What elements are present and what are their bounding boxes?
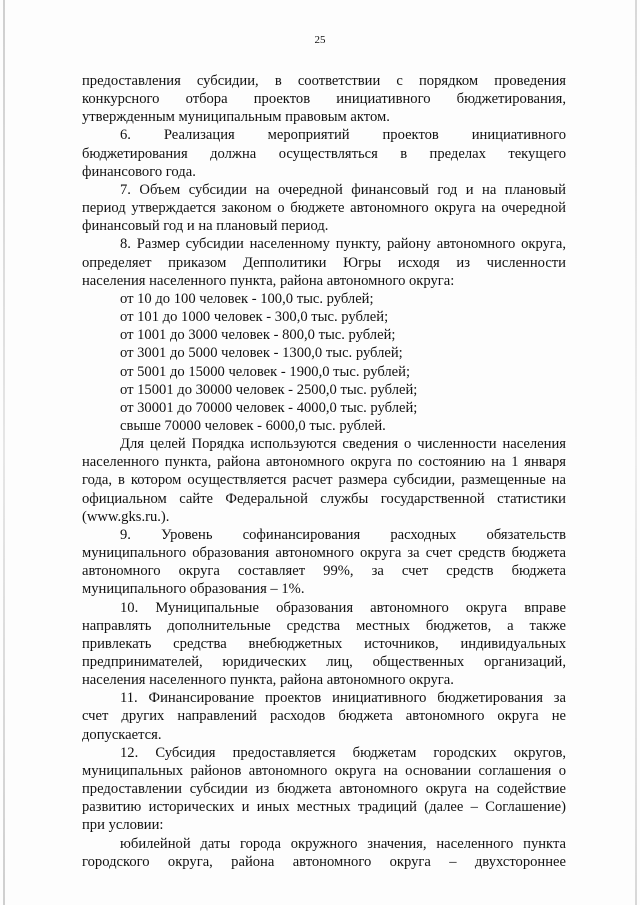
text-line: 7. Объем субсидии на очередной финансовый год и на плановый (120, 181, 566, 198)
text-line: предоставления субсидии, в соответствии с порядком проведения (82, 73, 566, 89)
text-line: конкурсного отбора проектов инициативного бюджетирования, (82, 91, 566, 108)
text-line: развитию исторических и иных местных традиций (далее – Соглашение) (82, 799, 566, 816)
text-line: Для целей Порядка используются сведения о численности населения (120, 436, 566, 453)
text-line: населения населенного пункта, района автономного округа. (82, 672, 454, 689)
list-item: от 10 до 100 человек - 100,0 тыс. рублей; (120, 290, 374, 307)
text-line: юбилейной даты города окружного значения, населенного пункта (120, 835, 566, 852)
text-line: предоставлении субсидии из бюджета автономного округа на содействие (82, 781, 566, 798)
text-line: финансовый год и на плановый период. (82, 218, 329, 235)
text-line: период утверждается законом о бюджете автономного округа на очередной (82, 200, 566, 217)
text-line: 6. Реализация мероприятий проектов инициативного (120, 127, 566, 144)
list-item: свыше 70000 человек - 6000,0 тыс. рублей. (120, 417, 386, 434)
text-line: 10. Муниципальные образования автономного округа вправе (120, 599, 566, 616)
text-line: при условии: (82, 817, 164, 834)
text-line: привлекать средства внебюджетных источников, индивидуальных (82, 635, 566, 652)
text-line: направлять дополнительные средства местных бюджетов, а также (82, 617, 566, 634)
text-line: населения населенного пункта, района автономного округа: (82, 272, 455, 289)
link-text: (www.gks.ru.). (82, 508, 170, 525)
scan-right-edge (635, 0, 637, 905)
page-number: 25 (314, 34, 326, 46)
list-item: от 15001 до 30000 человек - 2500,0 тыс. рублей; (120, 381, 418, 398)
text-line: бюджетирования должна осуществляться в пределах текущего (82, 145, 566, 162)
list-item: от 30001 до 70000 человек - 4000,0 тыс. рублей; (120, 399, 418, 416)
text-line: допускается. (82, 726, 162, 743)
text-line: городского округа, района автономного округа – двухстороннее (82, 853, 566, 870)
text-line: автономного округа составляет 99%, за счет средств бюджета (82, 563, 566, 580)
text-line: счет других направлений расходов бюджета автономного округа не (82, 708, 566, 725)
text-line: финансового года. (82, 163, 196, 180)
scan-left-edge (3, 0, 5, 905)
document-body (82, 72, 566, 871)
list-item: от 1001 до 3000 человек - 800,0 тыс. рублей; (120, 327, 396, 344)
text-line: муниципального образования – 1%. (82, 581, 305, 598)
list-item: от 5001 до 15000 человек - 1900,0 тыс. рублей; (120, 363, 411, 380)
text-line: 12. Субсидия предоставляется бюджетам городских округов, (120, 744, 566, 761)
text-line: муниципального образования автономного округа за счет средств бюджета (82, 545, 566, 562)
list-item: от 3001 до 5000 человек - 1300,0 тыс. рублей; (120, 345, 403, 362)
text-line: предпринимателей, юридических лиц, общественных организаций, (82, 654, 566, 670)
text-line: населенного пункта, района автономного округа по состоянию на 1 января (82, 454, 566, 471)
text-line: 11. Финансирование проектов инициативного бюджетирования за (120, 690, 566, 707)
text-line: утвержденным муниципальным правовым актом. (82, 109, 390, 126)
text-line: официальном сайте Федеральной службы государственной статистики (82, 490, 566, 507)
text-line: 8. Размер субсидии населенному пункту, району автономного округа, (120, 236, 566, 253)
text-line: года, в котором осуществляется расчет размера субсидии, размещенные на (82, 472, 566, 489)
text-line: муниципальных районов автономного округа на основании соглашения о (82, 762, 566, 779)
text-line: 9. Уровень софинансирования расходных обязательств (120, 526, 566, 543)
list-item: от 101 до 1000 человек - 300,0 тыс. рублей; (120, 309, 389, 326)
text-line: определяет приказом Депполитики Югры исходя из численности (82, 254, 566, 271)
